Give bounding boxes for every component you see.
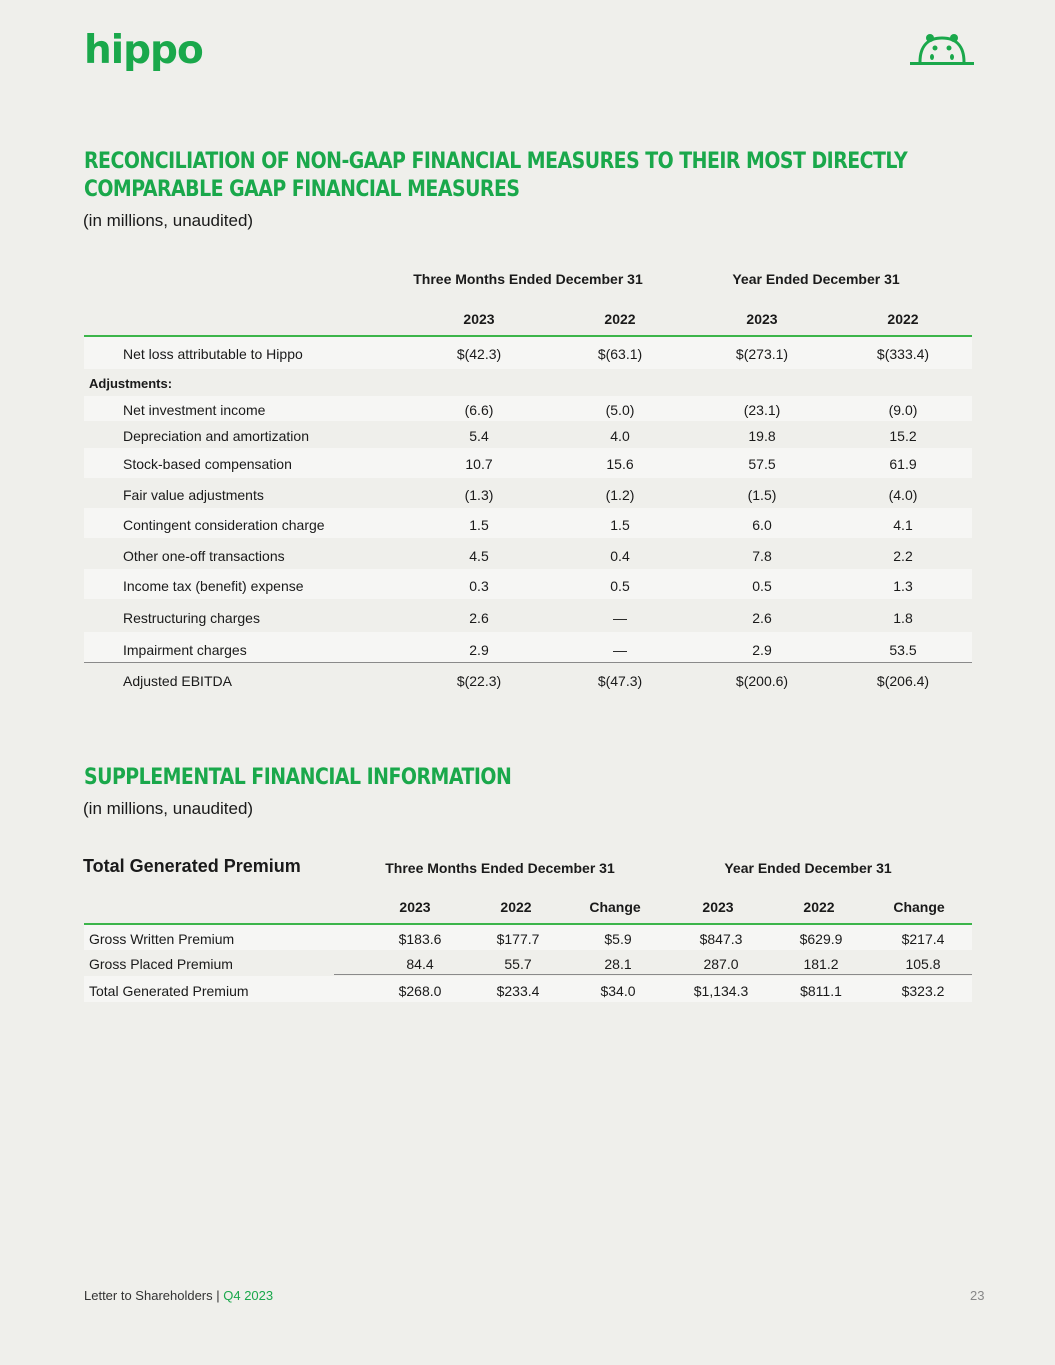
row-value: 53.5 <box>889 642 917 658</box>
section2-subtitle: (in millions, unaudited) <box>83 799 254 818</box>
row-value: (5.0) <box>605 402 635 418</box>
row-value: $(333.4) <box>876 346 930 362</box>
row-label: Net investment income <box>123 402 266 418</box>
row-label: Depreciation and amortization <box>123 428 309 444</box>
row-value: 28.1 <box>604 956 632 972</box>
total-divider <box>334 974 972 975</box>
row-value: (1.3) <box>464 487 494 503</box>
row-value: $217.4 <box>901 931 945 947</box>
row-value: 2.6 <box>752 610 772 626</box>
section2-title: SUPPLEMENTAL FINANCIAL INFORMATION <box>84 765 512 790</box>
row-value: 0.4 <box>610 548 630 564</box>
row-value: $(206.4) <box>876 673 930 689</box>
row-value: 181.2 <box>803 956 839 972</box>
row-value: 10.7 <box>465 456 493 472</box>
col-year: 2023 <box>746 311 778 327</box>
row-value: 0.3 <box>469 578 489 594</box>
footer <box>84 1288 273 1303</box>
col-header: 2023 <box>702 899 734 915</box>
row-value: 15.6 <box>606 456 634 472</box>
row-value: $183.6 <box>398 931 442 947</box>
row-value: $(63.1) <box>597 346 643 362</box>
section1-title-line1: RECONCILIATION OF NON-GAAP FINANCIAL MEASURES TO THEIR MOST DIRECTLY <box>84 149 908 174</box>
premium-table-title: Total Generated Premium <box>83 856 301 876</box>
row-value: (9.0) <box>888 402 918 418</box>
row-value: $(273.1) <box>735 346 789 362</box>
row-value: 4.5 <box>469 548 489 564</box>
row-label: Gross Placed Premium <box>89 956 233 972</box>
row-label: Restructuring charges <box>123 610 260 626</box>
row-value: $233.4 <box>496 983 540 999</box>
row-value: 55.7 <box>504 956 532 972</box>
col-header: Change <box>893 899 945 915</box>
row-value: $(42.3) <box>456 346 502 362</box>
footer-text: Letter to Shareholders | <box>84 1288 224 1303</box>
row-value: 1.5 <box>610 517 630 533</box>
row-value: $(47.3) <box>597 673 643 689</box>
row-value: (6.6) <box>464 402 494 418</box>
group-header-year: Year Ended December 31 <box>724 860 892 876</box>
row-label: Fair value adjustments <box>123 487 264 503</box>
row-value: (23.1) <box>743 402 781 418</box>
row-value: (1.2) <box>605 487 635 503</box>
row-value: 6.0 <box>752 517 772 533</box>
row-value: $34.0 <box>600 983 636 999</box>
section1-subtitle: (in millions, unaudited) <box>83 211 254 230</box>
row-value: $323.2 <box>901 983 945 999</box>
row-value: 0.5 <box>610 578 630 594</box>
group-header-three-months: Three Months Ended December 31 <box>385 860 615 876</box>
row-value: $847.3 <box>699 931 743 947</box>
logo-text: hippo <box>84 28 203 73</box>
row-label: Gross Written Premium <box>89 931 235 947</box>
row-value: (1.5) <box>747 487 777 503</box>
col-header: 2022 <box>500 899 532 915</box>
group-header-three-months: Three Months Ended December 31 <box>413 271 643 287</box>
row-value: 2.2 <box>893 548 913 564</box>
group-header-year: Year Ended December 31 <box>732 271 900 287</box>
row-label: Other one-off transactions <box>123 548 285 564</box>
row-value: 4.0 <box>610 428 630 444</box>
row-label: Income tax (benefit) expense <box>123 578 304 594</box>
row-label: Total Generated Premium <box>89 983 249 999</box>
section1-title-line2: COMPARABLE GAAP FINANCIAL MEASURES <box>84 177 520 202</box>
row-value: 4.1 <box>893 517 913 533</box>
row-value: 15.2 <box>889 428 917 444</box>
row-value: 84.4 <box>406 956 434 972</box>
col-header: Change <box>589 899 641 915</box>
row-value: 0.5 <box>752 578 772 594</box>
row-value: 1.3 <box>893 578 913 594</box>
row-value: $(200.6) <box>735 673 789 689</box>
hippo-icon <box>908 30 976 66</box>
row-value: 61.9 <box>889 456 917 472</box>
footer-quarter: Q4 2023 <box>223 1288 274 1303</box>
row-value: (4.0) <box>888 487 918 503</box>
col-header: 2023 <box>399 899 431 915</box>
row-value: 7.8 <box>752 548 772 564</box>
row-value: 287.0 <box>703 956 739 972</box>
row-value: $1,134.3 <box>693 983 749 999</box>
row-value: — <box>613 610 627 626</box>
row-label: Stock-based compensation <box>123 456 292 472</box>
page-number: 23 <box>970 1288 985 1303</box>
row-value: 57.5 <box>748 456 776 472</box>
row-value: 2.6 <box>469 610 489 626</box>
row-label: Impairment charges <box>123 642 247 658</box>
row-value: 19.8 <box>748 428 776 444</box>
row-label: Contingent consideration charge <box>123 517 325 533</box>
row-value: 1.8 <box>893 610 913 626</box>
row-value: $268.0 <box>398 983 442 999</box>
row-value: — <box>613 642 627 658</box>
row-value: 2.9 <box>469 642 489 658</box>
row-value: $811.1 <box>800 983 842 999</box>
hippo-logo <box>84 26 203 76</box>
col-year: 2022 <box>887 311 919 327</box>
row-value: 2.9 <box>752 642 772 658</box>
row-value: 5.4 <box>469 428 489 444</box>
row-value: 105.8 <box>905 956 941 972</box>
row-label: Net loss attributable to Hippo <box>123 346 303 362</box>
row-value: $177.7 <box>496 931 540 947</box>
adjustments-label: Adjustments: <box>89 376 173 391</box>
row-value: 1.5 <box>469 517 489 533</box>
total-divider <box>84 662 972 663</box>
col-year: 2023 <box>463 311 495 327</box>
row-value: $5.9 <box>604 931 632 947</box>
col-year: 2022 <box>604 311 636 327</box>
row-value: $(22.3) <box>456 673 502 689</box>
row-value: $629.9 <box>799 931 843 947</box>
row-label: Adjusted EBITDA <box>123 673 232 689</box>
col-header: 2022 <box>803 899 835 915</box>
